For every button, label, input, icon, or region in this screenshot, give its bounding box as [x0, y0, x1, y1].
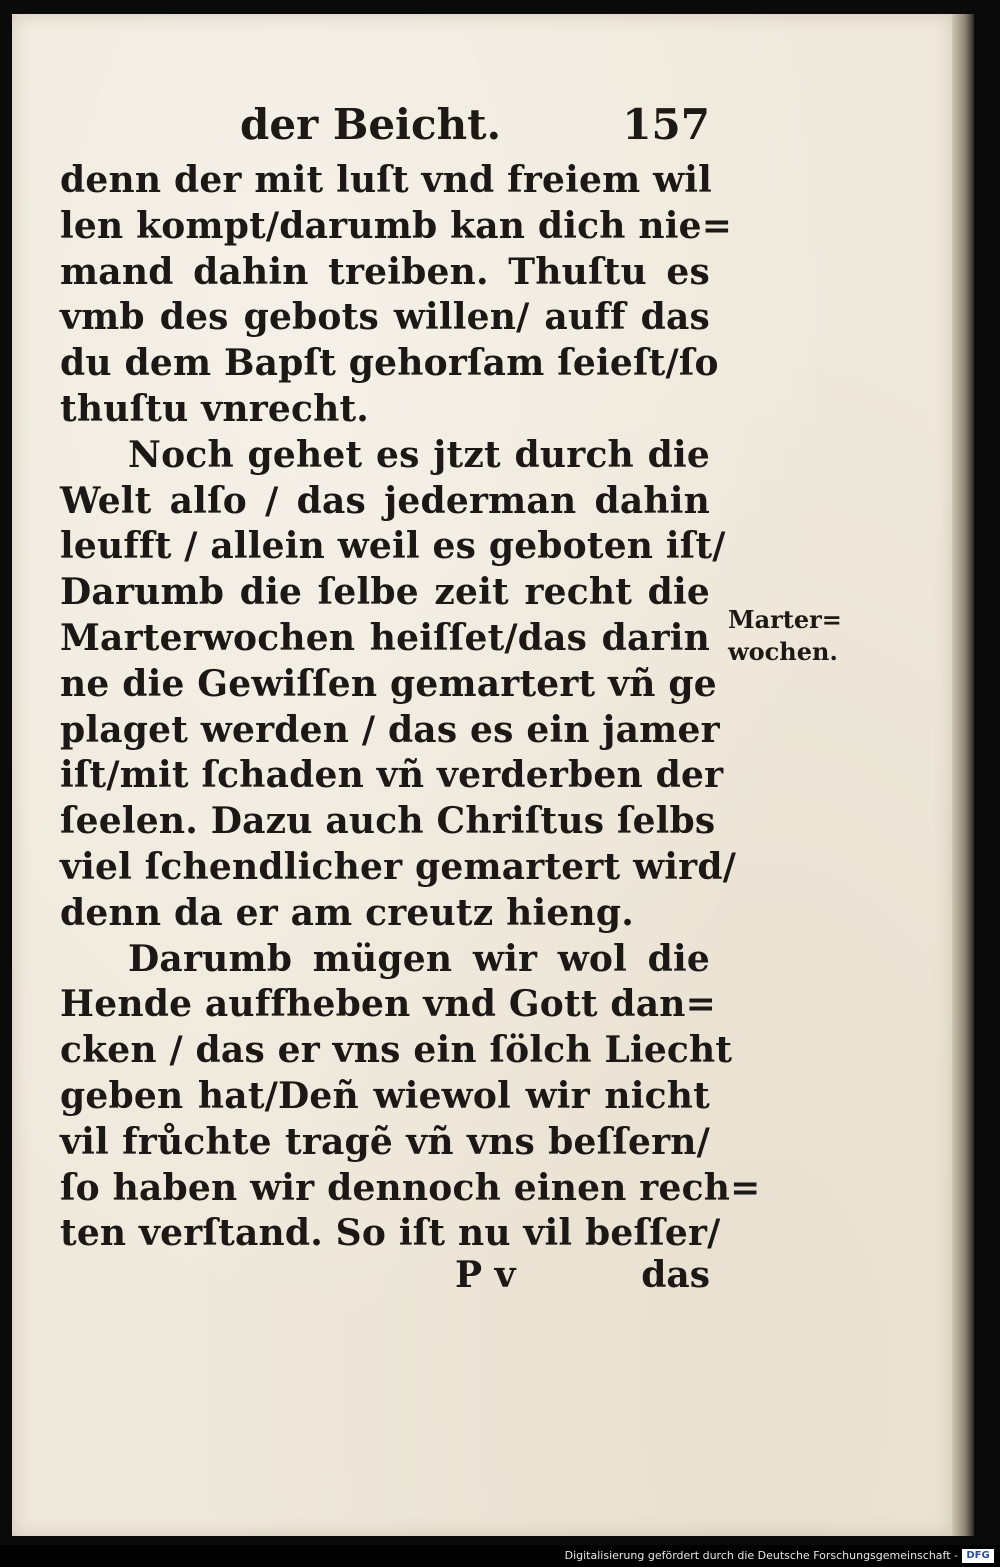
catchword: das: [641, 1254, 710, 1296]
text-line: ſeelen. Dazu auch Chriſtus ſelbs: [60, 800, 716, 843]
text-line: Noch gehet es jtzt durch die: [128, 433, 710, 476]
text-line: Welt alſo / das jederman dahin: [60, 479, 710, 522]
page-edge: [952, 14, 974, 1536]
text-line: du dem Bapſt gehorſam ſeieſt/ſo: [60, 342, 719, 385]
text-line: plaget werden / das es ein jamer: [60, 708, 720, 751]
running-head: [60, 96, 710, 156]
text-line: mand dahin treiben. Thuſtu es: [60, 250, 710, 293]
dfg-logo-icon: DFG: [962, 1549, 994, 1563]
text-line: Darumb die ſelbe zeit recht die: [60, 571, 710, 614]
text-line: Marterwochen heiſſet/das darin: [60, 616, 710, 659]
text-line: ne die Gewiſſen gemartert vñ ge: [60, 662, 717, 705]
credit-text: Digitalisierung gefördert durch die Deutsche Forschungsgemeinschaft -: [564, 1549, 958, 1562]
text-line: iſt/mit ſchaden vñ verderben der: [60, 754, 724, 797]
text-line: cken / das er vns ein ſölch Liecht: [60, 1029, 733, 1072]
text-line: geben hat/Deñ wiewol wir nicht: [60, 1074, 710, 1117]
text-line: Hende auffheben vnd Gott dan=: [60, 983, 717, 1026]
page-footer: [60, 1254, 710, 1300]
marginal-note-line: Marter=: [728, 605, 842, 634]
text-line: Darumb mügen wir wol die: [128, 937, 710, 980]
marginal-note: [728, 604, 858, 668]
page-number: 157: [622, 100, 710, 149]
running-title: der Beicht.: [240, 100, 502, 149]
text-line: ten verſtand. So iſt nu vil beſſer/: [60, 1212, 721, 1255]
text-line: len kompt/darumb kan dich nie=: [60, 204, 733, 247]
text-line: thuſtu vnrecht.: [60, 387, 370, 430]
text-line: vil frůchte tragẽ vñ vns beſſern/: [60, 1120, 710, 1163]
signature-mark: P v: [455, 1254, 516, 1296]
body-text: [60, 158, 761, 1257]
credit-bar: [0, 1545, 1000, 1567]
marginal-note-line: wochen.: [728, 637, 838, 666]
text-line: viel ſchendlicher gemartert wird/: [60, 845, 737, 888]
text-line: denn der mit luſt vnd freiem wil: [60, 159, 713, 201]
text-line: vmb des gebots willen/ auff das: [60, 296, 710, 339]
text-line: leufft / allein weil es geboten iſt/: [60, 525, 726, 568]
text-line: denn da er am creutz hieng.: [60, 891, 634, 934]
text-line: ſo haben wir dennoch einen rech=: [60, 1166, 761, 1209]
